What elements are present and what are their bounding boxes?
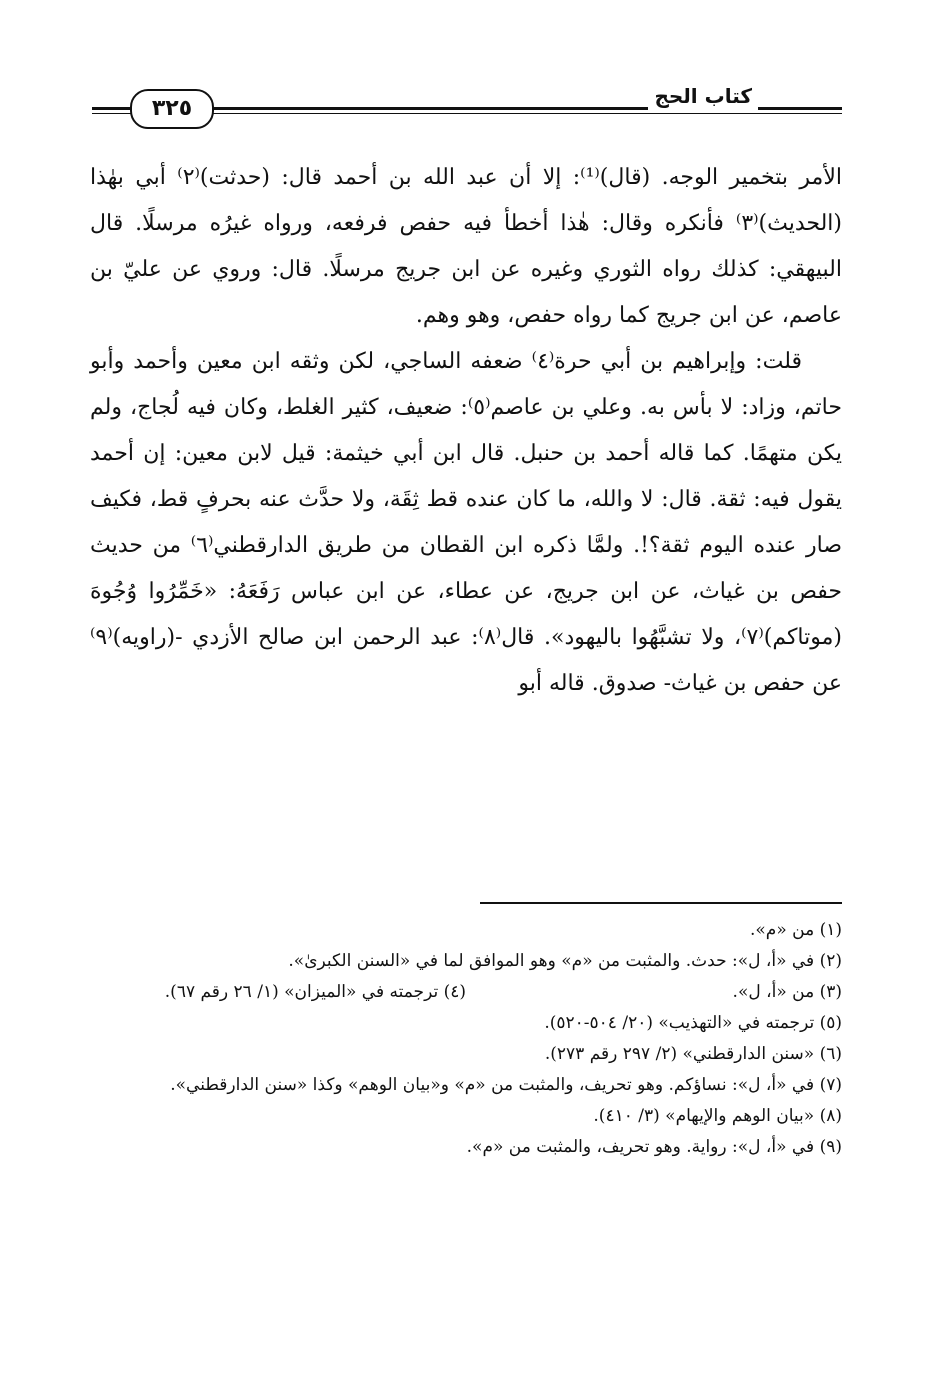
footnotes [90, 915, 842, 1163]
main-text [90, 155, 842, 855]
footnote: (٣) من «أ، ل». [732, 982, 842, 1002]
footnote: (٦) «سنن الدارقطني» (٢/ ٢٩٧ رقم ٢٧٣). [544, 1044, 842, 1064]
footnote: (٩) في «أ، ل»: رواية. وهو تحريف، والمثبت من «م». [466, 1137, 842, 1157]
footnote-separator [480, 902, 842, 904]
paragraph: قلت: وإبراهيم بن أبي حرة⁽٤⁾ ضعفه الساجي، لكن وثقه ابن معين وأحمد وأبو حاتم، وزاد: لا بأس به. وعلي بن عاصم⁽٥⁾: ضعيف، كثير الغلط، وكان فيه لُجاج، ولم يكن متهمًا. كما قاله أحمد بن حنبل. قال ابن أبي خيثمة: قيل لابن معين: إن أحمد يقول فيه: ثقة. قال: لا والله، ما كان عنده قط ثِقَة، ولا حدَّث عنه بحرفٍ قط، فكيف صار عنده اليوم ثقة؟!. ولمَّا ذكره ابن القطان من طريق الدارقطني⁽٦⁾ من حديث حفص بن غياث، عن ابن جريج، عن عطاء، عن ابن عباس رَفَعَهُ: «خَمِّرُوا وُجُوهَ (موتاكم)⁽٧⁾، ولا تشبَّهُوا باليهود». قال⁽٨⁾: عبد الرحمن ابن صالح الأزدي -(راويه)⁽٩⁾ عن حفص بن غياث- صدوق. قاله أبو [90, 349, 842, 696]
footnote: (٤) ترجمته في «الميزان» (١/ ٢٦ رقم ٦٧). [164, 982, 466, 1002]
page-header [92, 82, 842, 132]
footnote: (٢) في «أ، ل»: حدث. والمثبت من «م» وهو الموافق لما في «السنن الكبرىٰ». [288, 951, 842, 971]
page-number: ٣٢٥ [130, 89, 214, 129]
footnote: (١) من «م». [750, 920, 842, 940]
footnote: (٥) ترجمته في «التهذيب» (٢٠/ ٥٠٤-٥٢٠). [544, 1013, 842, 1033]
footnote-row [90, 977, 842, 1008]
footnote: (٧) في «أ، ل»: نساؤكم. وهو تحريف، والمثبت من «م» و«بيان الوهم» وكذا «سنن الدارقطني». [170, 1075, 842, 1095]
book-title: كتاب الحج [648, 82, 758, 110]
paragraph: الأمر بتخمير الوجه. (قال)⁽¹⁾: إلا أن عبد الله بن أحمد قال: (حدثت)⁽٢⁾ أبي بهٰذا (الحديث)⁽٣⁾ فأنكره وقال: هٰذا أخطأ فيه حفص فرفعه، ورواه غيرُه مرسلًا. قال البيهقي: كذلك رواه الثوري وغيره عن ابن جريج مرسلًا. قال: وروي عن عليّ بن عاصم، عن ابن جريج كما رواه حفص، وهو وهم. [90, 165, 842, 328]
footnote: (٨) «بيان الوهم والإيهام» (٣/ ٤١٠). [593, 1106, 842, 1126]
